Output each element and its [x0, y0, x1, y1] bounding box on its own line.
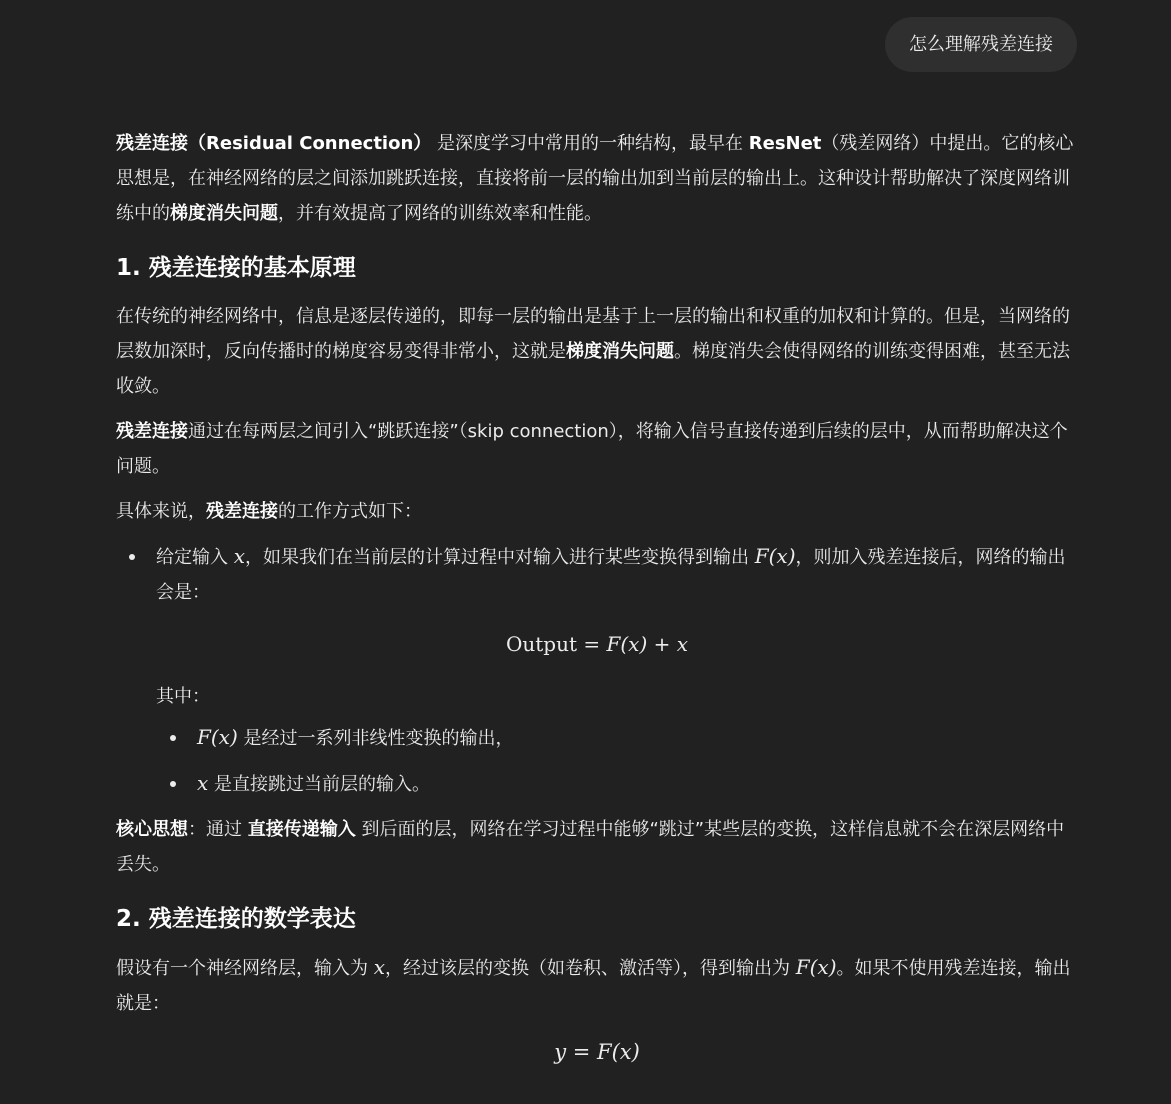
section1-paragraph-3: 具体来说，残差连接的工作方式如下：	[116, 501, 422, 522]
formula-y: y = F(x)	[554, 1040, 640, 1064]
intro-term: 残差连接（Residual Connection）	[116, 133, 432, 154]
core-idea-paragraph: 核心思想：通过 直接传递输入 到后面的层，网络在学习过程中能够“跳过”某些层的变换，这样信息就不会在深层网络中丢失。	[116, 819, 1065, 875]
list-item: 给定输入 x，如果我们在当前层的计算过程中对输入进行某些变换得到输出 F(x)，则加入残差连接后，网络的输出会是： Output = F(x) + x 其中： F(x) 是经过一系列非线性变换的输出， x 是直接跳过当前层的输入。	[116, 539, 1078, 802]
intro-paragraph: 残差连接（Residual Connection） 是深度学习中常用的一种结构，最早在 ResNet（残差网络）中提出。它的核心思想是，在神经网络的层之间添加跳跃连接，直接将前一层的输出加到当前层的输出上。这种设计帮助解决了深度网络训练中的梯度消失问题，并有效提高了网络的训练效率和性能。	[116, 133, 1074, 224]
assistant-response	[116, 126, 1078, 1070]
sub-bullet-list	[156, 720, 1078, 802]
bullet-list	[116, 539, 1078, 802]
user-message-bubble	[885, 17, 1077, 72]
section1-paragraph-2: 残差连接通过在每两层之间引入“跳跃连接”（skip connection），将输入信号直接传递到后续的层中，从而帮助解决这个问题。	[116, 421, 1068, 477]
section2-heading: 2. 残差连接的数学表达	[116, 906, 356, 932]
section1-heading: 1. 残差连接的基本原理	[116, 255, 356, 281]
user-message-text: 怎么理解残差连接	[909, 34, 1053, 55]
list-item: x 是直接跳过当前层的输入。	[156, 766, 1078, 802]
formula-output: Output = F(x) + x	[505, 632, 689, 656]
where-label: 其中：	[156, 686, 210, 707]
list-item: F(x) 是经过一系列非线性变换的输出，	[156, 720, 1078, 756]
section2-paragraph-1: 假设有一个神经网络层，输入为 x，经过该层的变换（如卷积、激活等），得到输出为 F(x)。如果不使用残差连接，输出就是：	[116, 955, 1071, 1014]
section1-paragraph-1: 在传统的神经网络中，信息是逐层传递的，即每一层的输出是基于上一层的输出和权重的加权和计算的。但是，当网络的层数加深时，反向传播时的梯度容易变得非常小，这就是梯度消失问题。梯度消失会使得网络的训练变得困难，甚至无法收敛。	[116, 306, 1070, 397]
